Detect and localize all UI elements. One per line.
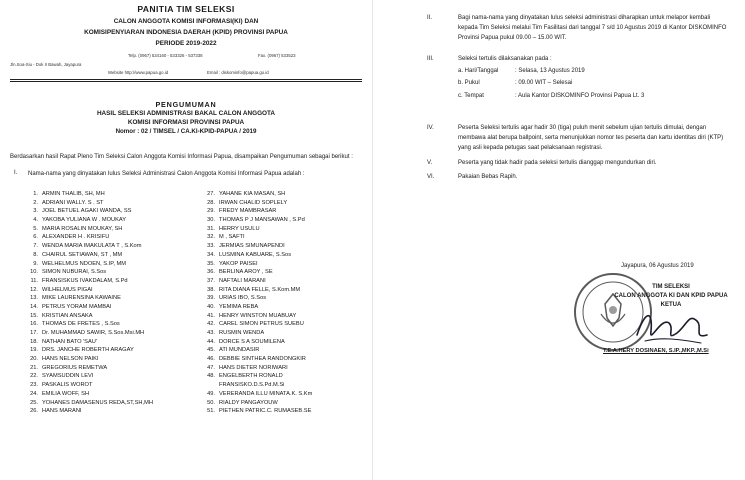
signatory-name: T.E.A.HERY DOSINAEN, S.IP.,MKP.,M.Si	[603, 348, 709, 354]
candidate-number: 51.	[207, 408, 215, 415]
candidate-number: 47.	[207, 364, 215, 371]
candidate-list-item	[202, 277, 312, 286]
candidate-list-item	[202, 399, 312, 408]
candidate-number: 24.	[30, 390, 38, 397]
candidate-number: 20.	[30, 356, 38, 363]
candidate-name: PIETHEN PATRIC.C. RUMASEB.SE	[219, 408, 312, 415]
candidate-list-item	[25, 242, 153, 251]
candidate-list-item	[202, 303, 312, 312]
candidate-number: 7.	[33, 243, 38, 250]
candidate-name: LUSMINA KABUARE, S.Sos	[219, 251, 292, 258]
schedule-day-value: : Selasa, 13 Agustus 2019	[515, 68, 585, 74]
candidate-list-item	[202, 381, 312, 390]
candidate-list-item	[25, 338, 153, 347]
candidate-number: 41.	[207, 312, 215, 319]
candidate-name: HERRY USULU	[219, 225, 260, 232]
candidate-name: DRS. JANCHE ROBERTH ARAGAY	[42, 347, 134, 354]
candidate-number: 32.	[207, 234, 215, 241]
candidate-number: 44.	[207, 338, 215, 345]
candidate-name: GREGORIUS REMETWA	[42, 364, 108, 371]
schedule-place-label: c. Tempat	[458, 93, 484, 99]
candidate-list-item	[25, 303, 153, 312]
candidate-list-item	[202, 268, 312, 277]
candidate-name: VERERANDA ILLU MINATA.K. S.Km	[219, 390, 313, 397]
candidate-list-item	[25, 199, 153, 208]
section-1-numeral: I.	[14, 170, 18, 176]
candidate-name: ATI MUNDASIR	[219, 347, 260, 354]
candidate-name: IRWAN CHALID SOPLELY	[219, 199, 288, 206]
candidate-number: 36.	[207, 269, 215, 276]
contact-telephone: Telp. (0967) 534160 - 533326 - 537338	[128, 53, 203, 58]
section-6-numeral: VI.	[427, 174, 435, 180]
candidate-list-item	[202, 329, 312, 338]
candidate-list-item	[25, 364, 153, 373]
candidate-name: KRISTIAN ANSAKA	[42, 312, 93, 319]
candidate-number: 15.	[30, 312, 38, 319]
candidate-list-item	[25, 233, 153, 242]
candidate-number: 39.	[207, 295, 215, 302]
candidate-name: MIKE LAURENSINA KAWAINE	[42, 295, 121, 302]
candidate-name: YAKOP PAISEI	[219, 260, 258, 267]
committee-subtitle-2: KOMISIPENYIARAN INDONESIA DAERAH (KPID) PROVINSI PAPUA	[84, 29, 288, 36]
candidate-list-item	[202, 242, 312, 251]
candidate-name: FREDY MAMBRASAR	[219, 208, 277, 215]
section-2-numeral: II.	[427, 15, 433, 21]
candidate-number: 5.	[33, 225, 38, 232]
candidate-name: Dr. MUHAMMAD SAWIR, S.Sos.Msi.MH	[42, 330, 145, 336]
candidate-name: ADRIANI WALLY. S . ST	[42, 199, 104, 206]
candidate-number: 4.	[33, 217, 38, 224]
signature-org-line-2: CALON ANGGOTA KI DAN KPID PAPUA	[614, 293, 728, 299]
schedule-day	[458, 66, 585, 76]
candidate-name: YAKOBA YULIANA W . MOUKAY	[42, 217, 127, 224]
candidate-list-item	[25, 225, 153, 234]
section-5-numeral: V.	[427, 160, 433, 166]
candidate-number: 12.	[30, 286, 38, 293]
candidate-list-item	[202, 312, 312, 321]
candidate-number: 42.	[207, 321, 215, 328]
candidate-name: ALEXANDER H . KRISIFU	[42, 234, 110, 241]
letterhead-rule	[10, 79, 362, 80]
candidate-list-item	[25, 216, 153, 225]
candidate-name: BERLINA AROY , SE	[219, 269, 273, 276]
candidate-list-item	[202, 199, 312, 208]
document-page-left	[0, 0, 372, 480]
candidate-number: 37.	[207, 277, 215, 284]
candidate-list-item	[25, 372, 153, 381]
candidate-name: THOMAS DE FRETES , S.Sos	[42, 321, 120, 328]
candidate-list-item	[202, 407, 312, 416]
candidate-number: 38.	[207, 286, 215, 293]
candidate-name: PASKALIS WOROT	[42, 382, 93, 389]
candidate-number: 45.	[207, 347, 215, 354]
candidate-number: 29.	[207, 208, 215, 215]
candidate-number: 22.	[30, 373, 38, 380]
schedule-time-label: b. Pukul	[458, 80, 480, 86]
candidate-name: FRANSISKUS IVAKDALAM, S.Pd	[42, 277, 128, 284]
candidate-list-item	[202, 233, 312, 242]
candidate-number: 11.	[30, 277, 38, 284]
candidate-name: CAREL SIMON PETRUS SUEBU	[219, 321, 304, 328]
candidate-name: WELHELMUS NDOEN, S.IP, MM	[42, 260, 126, 267]
section-3-text: Seleksi tertulis dilaksanakan pada :	[458, 56, 552, 62]
candidate-list-item	[25, 355, 153, 364]
candidate-list-item	[25, 268, 153, 277]
candidate-number: 27.	[207, 191, 215, 197]
candidate-list-item	[202, 190, 312, 199]
candidate-name: MARIA ROSALIN MOUKAY, SH	[42, 225, 123, 232]
candidate-list-item	[25, 190, 153, 199]
candidate-list-item	[25, 260, 153, 269]
announcement-subtitle-2: KOMISI INFORMASI PROVINSI PAPUA	[127, 119, 245, 126]
candidate-list-item	[25, 251, 153, 260]
candidate-number: 9.	[33, 260, 38, 267]
candidate-name: HANS NELSON PAIKI	[42, 356, 99, 363]
candidate-name: HENRY WINSTON MUABUAY	[219, 312, 297, 319]
candidate-name: RITA DIANA FELLE, S.Kom.MM	[219, 286, 301, 293]
section-1-text: Nama-nama yang dinyatakan lulus Seleksi Administrasi Calon Anggota Komisi Informasi Papua adalah :	[28, 171, 305, 177]
handwritten-signature	[631, 305, 711, 349]
candidate-name: FRANSISKO.D.S.Pd.M.Si	[219, 382, 285, 389]
section-2-text: Bagi nama-nama yang dinyatakan lulus seleksi administrasi diharapkan untuk melapor kembali kepada Tim Seleksi melalui Tim Fasilitasi dari tanggal 7 s/d 10 Agustus 2019 di Kantor DISKOMINFO Provinsi Papua pukul 09.00 – 15.00 WIT.	[458, 15, 727, 41]
contact-email: Email : diskominfo@papua.go.id	[207, 70, 269, 75]
document-page-right	[373, 0, 745, 480]
candidate-name: HANS MARANI	[42, 408, 82, 415]
section-5-text: Peserta yang tidak hadir pada seleksi tertulis dianggap mengundurkan diri.	[458, 160, 657, 166]
candidate-number: 21.	[30, 364, 38, 371]
section-3-numeral: III.	[427, 56, 434, 62]
candidate-list-item	[202, 355, 312, 364]
candidate-list-item	[25, 399, 153, 408]
candidate-list-item	[25, 294, 153, 303]
candidate-number: 3.	[33, 208, 38, 215]
candidate-number: 30.	[207, 217, 215, 224]
candidate-name: URIAS IBO, S.Sos	[219, 295, 267, 302]
candidate-number: 14.	[30, 303, 38, 310]
announcement-subtitle-1: HASIL SELEKSI ADMINISTRASI BAKAL CALON ANGGOTA	[96, 110, 276, 117]
contact-address: Jln.Soa-Siu - Dok II Bawah, Jayapura	[10, 62, 82, 67]
candidate-name: YAHANE KIA MASAN, SH	[219, 191, 286, 197]
candidate-number: 49.	[207, 390, 215, 397]
candidate-name: WENDA MARIA IMAKULATA T , S.Kom	[42, 243, 142, 250]
candidate-list-item	[25, 329, 153, 338]
signature-place-date: Jayapura, 06 Agustus 2019	[621, 263, 694, 269]
candidate-list-item	[25, 346, 153, 355]
announcement-title: PENGUMUMAN	[155, 100, 217, 109]
candidate-list-item	[202, 372, 312, 381]
candidate-list-item	[202, 225, 312, 234]
candidate-list-item	[25, 320, 153, 329]
candidate-list-item	[25, 286, 153, 295]
schedule-place-value: : Aula Kantor DISKOMINFO Provinsi Papua Lt. 3	[515, 93, 645, 99]
candidate-number: 19.	[30, 347, 38, 354]
candidate-name: DORCE S A SOUMILENA	[219, 338, 285, 345]
candidate-number: 25.	[30, 399, 38, 406]
candidate-number: 34.	[207, 251, 215, 258]
candidate-list-item	[202, 338, 312, 347]
schedule-place	[458, 91, 644, 101]
passed-candidates-list-right	[202, 190, 312, 416]
contact-fax: Fax. (0967) 533523	[258, 53, 296, 58]
candidate-name: JERMIAS SIMUNAPENDI	[219, 243, 285, 250]
intro-paragraph: Berdasarkan hasil Rapat Pleno Tim Seleksi Calon Anggota Komisi Informasi Papua, disampaikan Pengumuman sebagai berikut :	[10, 154, 353, 160]
candidate-name: RIALDY PANGAYOUW	[219, 399, 278, 406]
candidate-number: 6.	[33, 234, 38, 241]
candidate-number: 1.	[33, 191, 38, 197]
candidate-name: ARMIN THALIB, SH, MH	[42, 191, 105, 197]
candidate-number: 48.	[207, 373, 215, 380]
candidate-name: JOEL BETUEL AGAKI WANDA, SS	[42, 208, 132, 215]
letterhead-rule-thin	[10, 81, 362, 82]
candidate-list-item	[202, 346, 312, 355]
candidate-number: 16.	[30, 321, 38, 328]
candidate-name: NAFTALI MARANI	[219, 277, 266, 284]
candidate-name: NATHAN BATO 'SAU'	[42, 338, 97, 345]
candidate-list-item	[202, 320, 312, 329]
candidate-number: 40.	[207, 303, 215, 310]
candidate-list-item	[202, 251, 312, 260]
schedule-day-label: a. Hari/Tanggal	[458, 68, 499, 74]
candidate-list-item	[202, 260, 312, 269]
candidate-name: CHAIRUL SETIAWAN, ST , MM	[42, 251, 123, 258]
candidate-name: THOMAS P J MANSAWAN , S.Pd	[219, 217, 305, 224]
candidate-name: ENGELBERTH RONALD	[219, 373, 283, 380]
committee-subtitle-1: CALON ANGGOTA KOMISI INFORMASI(KI) DAN	[113, 18, 259, 25]
section-4-numeral: IV.	[427, 125, 434, 131]
candidate-number: 17.	[30, 330, 38, 336]
candidate-name: WILHELMUS PIGAI	[42, 286, 93, 293]
signature-org-line-1: TIM SELEKSI	[652, 284, 690, 290]
candidate-name: SYAMSUDDIN LEVI	[42, 373, 94, 380]
candidate-list-item	[202, 216, 312, 225]
schedule-time-value: : 09.00 WIT – Selesai	[515, 80, 573, 86]
candidate-list-item	[202, 286, 312, 295]
candidate-name: DEBBIE SINTHEA RANDONGKIR	[219, 356, 306, 363]
candidate-number: 10.	[30, 269, 38, 276]
candidate-list-item	[25, 207, 153, 216]
candidate-list-item	[202, 390, 312, 399]
candidate-list-item	[202, 207, 312, 216]
candidate-list-item	[202, 294, 312, 303]
candidate-name: RUSMIN WENDA	[219, 330, 265, 336]
candidate-name: HANS DIETER NORIWARI	[219, 364, 288, 371]
candidate-number: 50.	[207, 399, 215, 406]
signature-role: KETUA	[660, 302, 682, 308]
committee-title: PANITIA TIM SELEKSI	[137, 4, 235, 14]
candidate-number: 8.	[33, 251, 38, 258]
candidate-name: SIMON NUBURAI, S.Sos	[42, 269, 107, 276]
candidate-number: 18.	[30, 338, 38, 345]
committee-period: PERIODE 2019-2022	[155, 40, 217, 47]
section-6-text: Pakaian Bebas Rapih.	[458, 174, 518, 180]
candidate-list-item	[25, 277, 153, 286]
candidate-name: M , SAFTI	[219, 234, 245, 241]
candidate-name: PETRUS YORAM MAMBAI	[42, 303, 112, 310]
candidate-name: EMILIA WOFF, SH	[42, 390, 90, 397]
schedule-time	[458, 78, 572, 88]
candidate-number: 33.	[207, 243, 215, 250]
candidate-number: 28.	[207, 199, 215, 206]
contact-website: Website http://www.papua.go.id	[108, 70, 169, 75]
candidate-number: 13.	[30, 295, 38, 302]
candidate-name: YEMIMA REBA	[219, 303, 259, 310]
candidate-list-item	[202, 364, 312, 373]
candidate-number: 35.	[207, 260, 215, 267]
announcement-number: Nomor : 02 / TIMSEL / CA.KI-KPID-PAPUA / 2019	[115, 128, 257, 135]
candidate-list-item	[25, 407, 153, 416]
candidate-number: 31.	[207, 225, 215, 232]
section-4-text: Peserta Seleksi tertulis agar hadir 30 (tiga) puluh menit sebelum ujian tertulis dimulai, dengan membawa alat berupa ballpoint, serta menunjukkan nomor tes peserta dan kartu identitas diri (KTP) yang asli kepada petugas saat pelaksanaan registrasi.	[458, 125, 724, 151]
candidate-number: 43.	[207, 330, 215, 336]
candidate-number: 26.	[30, 408, 38, 415]
candidate-number: 23.	[30, 382, 38, 389]
candidate-list-item	[25, 390, 153, 399]
candidate-number: 2.	[33, 199, 38, 206]
candidate-number: 46.	[207, 356, 215, 363]
candidate-list-item	[25, 381, 153, 390]
candidate-list-item	[25, 312, 153, 321]
candidate-name: YOHANES DAMASENUS REDA,ST,SH,MH	[42, 399, 153, 406]
passed-candidates-list-left	[25, 190, 153, 416]
